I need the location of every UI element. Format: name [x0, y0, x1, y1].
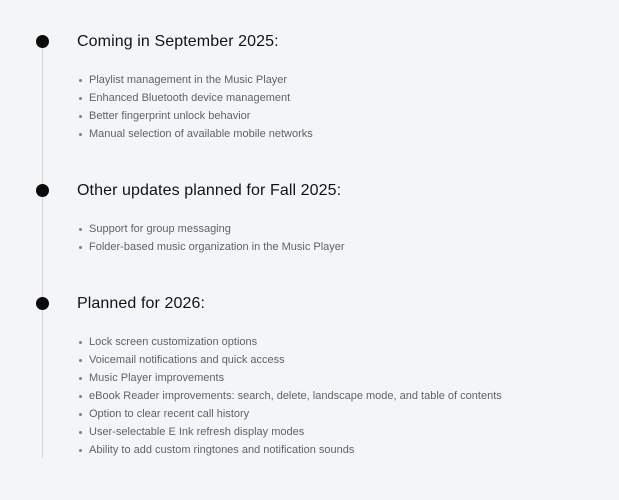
- list-item-label: User-selectable E Ink refresh display modes: [89, 426, 305, 438]
- list-item-label: Lock screen customization options: [89, 336, 258, 348]
- bullet-icon: [79, 115, 82, 118]
- list-item-label: eBook Reader improvements: search, delete, landscape mode, and table of contents: [89, 390, 502, 402]
- bullet-icon: [79, 431, 82, 434]
- list-item-label: Playlist management in the Music Player: [89, 74, 288, 86]
- list-item: [79, 441, 502, 459]
- list-item: [79, 89, 313, 107]
- list-item-label: Voicemail notifications and quick access: [89, 354, 285, 366]
- list-item-label: Music Player improvements: [89, 372, 225, 384]
- list-item-label: Manual selection of available mobile networks: [89, 128, 313, 140]
- section-title: Other updates planned for Fall 2025:: [77, 182, 342, 199]
- list-item: [79, 107, 313, 125]
- list-item: [79, 423, 502, 441]
- section-title: Planned for 2026:: [77, 295, 206, 312]
- bullet-icon: [79, 97, 82, 100]
- list-item: [79, 387, 502, 405]
- bullet-icon: [79, 246, 82, 249]
- bullet-icon: [79, 449, 82, 452]
- feature-list: [79, 220, 345, 256]
- bullet-icon: [79, 377, 82, 380]
- list-item: [79, 369, 502, 387]
- feature-list: [79, 333, 502, 459]
- list-item-label: Better fingerprint unlock behavior: [89, 110, 251, 122]
- list-item: [79, 125, 313, 143]
- list-item-label: Folder-based music organization in the Music Player: [89, 241, 345, 253]
- bullet-icon: [79, 133, 82, 136]
- list-item: [79, 333, 502, 351]
- bullet-icon: [79, 359, 82, 362]
- timeline-dot: [36, 35, 49, 48]
- bullet-icon: [79, 341, 82, 344]
- list-item-label: Option to clear recent call history: [89, 408, 250, 420]
- section-title: Coming in September 2025:: [77, 33, 279, 50]
- list-item: [79, 351, 502, 369]
- feature-list: [79, 71, 313, 143]
- list-item: [79, 238, 345, 256]
- list-item-label: Enhanced Bluetooth device management: [89, 92, 291, 104]
- bullet-icon: [79, 79, 82, 82]
- timeline-line: [42, 42, 43, 458]
- timeline-dot: [36, 297, 49, 310]
- timeline-dot: [36, 184, 49, 197]
- bullet-icon: [79, 413, 82, 416]
- list-item-label: Ability to add custom ringtones and notification sounds: [89, 444, 355, 456]
- list-item: [79, 405, 502, 423]
- list-item-label: Support for group messaging: [89, 223, 231, 235]
- list-item: [79, 71, 313, 89]
- bullet-icon: [79, 228, 82, 231]
- list-item: [79, 220, 345, 238]
- bullet-icon: [79, 395, 82, 398]
